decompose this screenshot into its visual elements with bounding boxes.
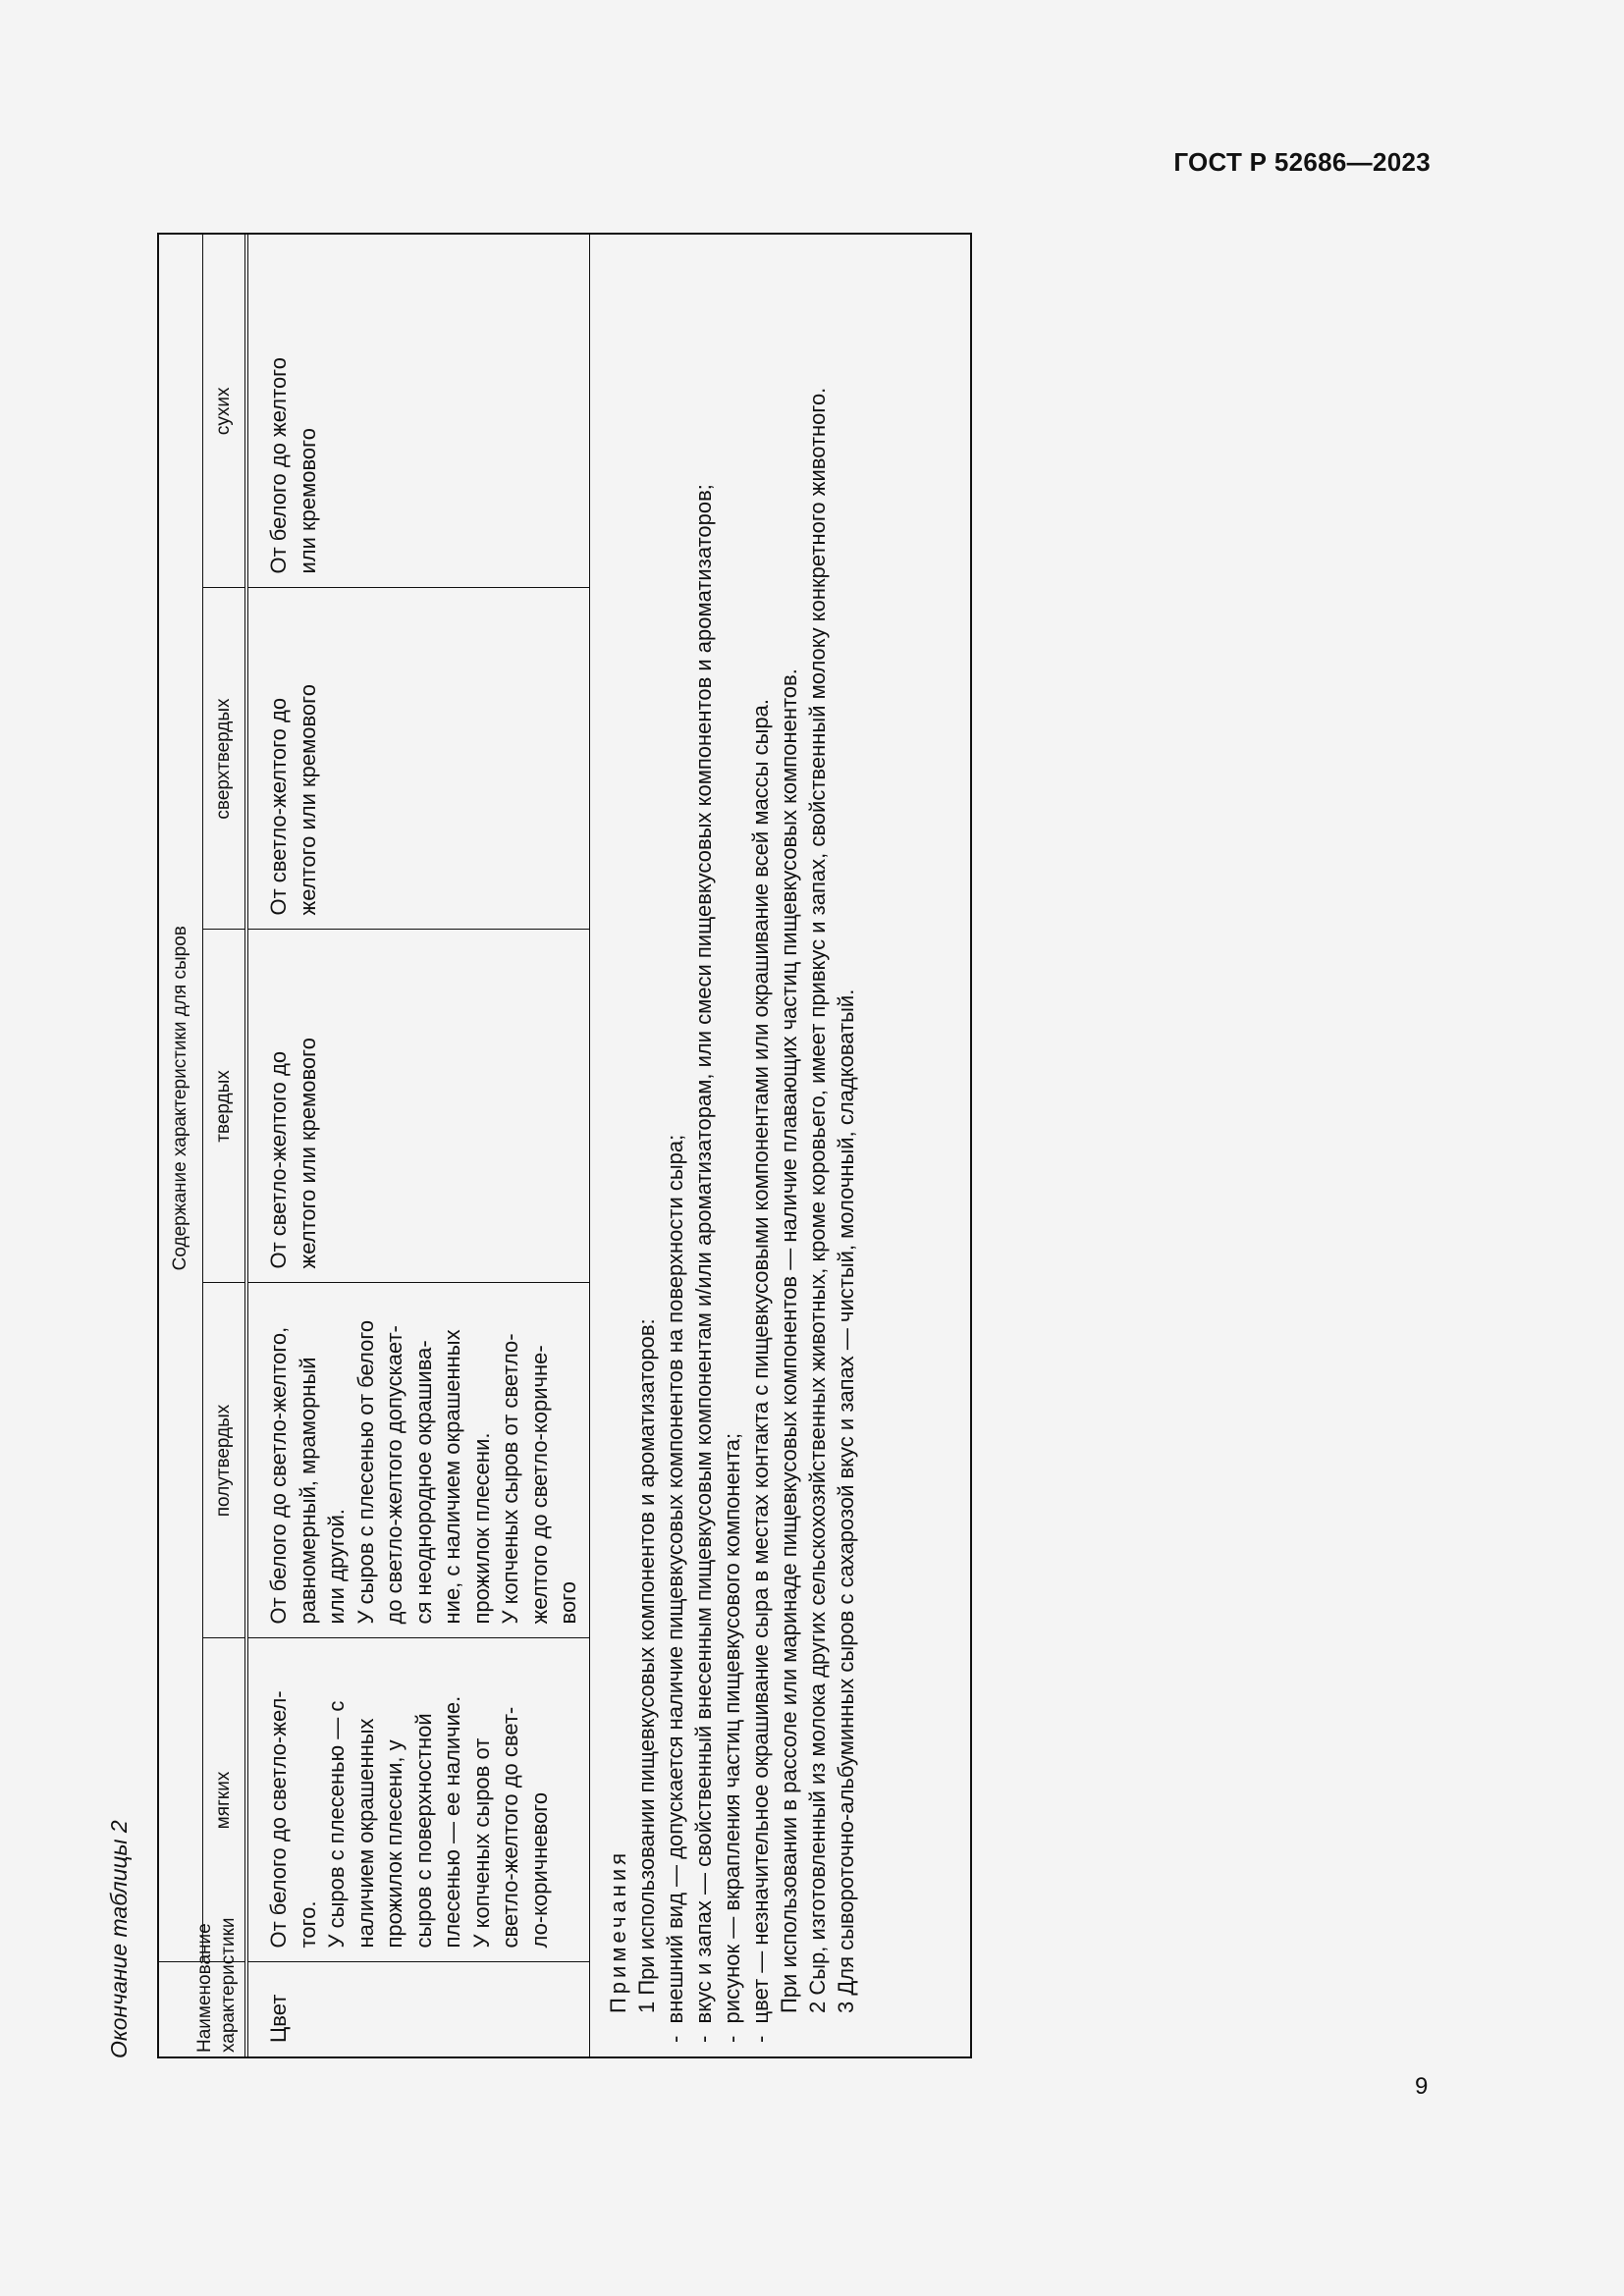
column-header-extra-hard: сверхтвердых: [203, 588, 247, 930]
notes-title: Примечания: [605, 1848, 630, 2013]
rotated-table-block: [106, 233, 978, 2058]
column-header-soft: мягких: [203, 1638, 247, 1962]
cell-soft-line-3: У сыров с плесенью — с: [324, 1700, 349, 1949]
note-2: [803, 246, 832, 2043]
cell-soft-line-9: светло-желтого до свет-: [498, 1706, 522, 1949]
cell-soft-line-1: От белого до светло-жел-: [266, 1690, 291, 1949]
cell-semi-hard-line-8: прожилок плесени.: [468, 1432, 494, 1625]
cell-soft-line-8: У копченых сыров от: [468, 1737, 494, 1949]
cell-semi-hard-line-1: От белого до светло-желтого,: [266, 1326, 291, 1625]
cell-semi-hard-line-5: до светло-желтого допускает-: [382, 1325, 406, 1625]
page-number: 9: [1415, 2073, 1429, 2100]
table-row: [246, 235, 589, 2056]
cell-soft-line-10: ло-коричневого: [526, 1791, 552, 1949]
cell-soft-line-7: плесенью — ее наличие.: [440, 1695, 464, 1949]
cell-extra-hard: [246, 588, 589, 930]
table-caption: Окончание таблицы 2: [106, 1820, 132, 2058]
cell-soft-line-2: того.: [295, 1900, 320, 1949]
note-1-item-appearance: - внешний вид — допускается наличие пищевкусовых компонентов на поверхности сыра;: [661, 246, 689, 2043]
cell-semi-hard-line-6: ся неоднородное окрашива-: [410, 1340, 436, 1625]
cell-semi-hard-line-2: равномерный, мраморный: [295, 1357, 320, 1625]
column-header-dry: сухих: [203, 235, 247, 588]
cell-soft-line-5: прожилок плесени, у: [382, 1739, 406, 1949]
column-header-semi-hard: полутвердых: [203, 1283, 247, 1638]
characteristics-table: [159, 235, 590, 2056]
note-1-intro: 1 При использовании пищевкусовых компонентов и ароматизаторов:: [633, 1318, 659, 2013]
cell-dry: [246, 235, 589, 588]
note-1-item-color: - цвет — незначительное окрашивание сыра в местах контакта с пищевкусовыми компонентами или окрашивание всей массы сыра.: [746, 246, 775, 2043]
cell-dry-line-1: От белого до желтого: [266, 357, 291, 574]
table-notes: [590, 235, 860, 2056]
cell-semi-hard-line-3: или другой.: [324, 1508, 349, 1625]
cell-semi-hard-line-9: У копченых сыров от светло-: [498, 1333, 522, 1625]
cell-soft: [246, 1638, 589, 1962]
note-2-text: 2 Сыр, изготовленный из молока других сельскохозяйственных животных, кроме коровьего, имеет привкус и запах, свойственный молоку конкретного животного.: [804, 387, 830, 2013]
cell-extra-hard-line-1: От светло-желтого до: [266, 697, 291, 916]
name-column-header: Наименование характеристики: [159, 1962, 246, 2056]
cell-semi-hard-line-11: вого: [556, 1581, 580, 1625]
characteristics-table-frame: [157, 233, 972, 2058]
note-1-item-pattern: - рисунок — вкрапления частиц пищевкусового компонента;: [718, 246, 746, 2043]
note-3: 3 Для сывороточно-альбуминных сыров с сахарозой вкус и запах — чистый, молочный, сладковатый.: [833, 988, 858, 2013]
cell-semi-hard-line-7: ние, с наличием окрашенных: [440, 1329, 464, 1625]
group-column-header: Содержание характеристики для сыров: [159, 235, 203, 1962]
cell-semi-hard-line-4: У сыров с плесенью от белого: [352, 1319, 378, 1625]
standard-designation: ГОСТ Р 52686—2023: [1173, 147, 1431, 177]
cell-hard: [246, 930, 589, 1283]
column-header-hard: твердых: [203, 930, 247, 1283]
cell-semi-hard-line-10: желтого до светло-коричне-: [526, 1345, 552, 1625]
cell-hard-line-1: От светло-желтого до: [266, 1050, 291, 1269]
cell-dry-line-2: или кремового: [295, 428, 320, 574]
cell-semi-hard: [246, 1283, 589, 1638]
note-1-extra: При использовании в рассоле или маринаде пищевкусовых компонентов — наличие плавающих частиц пищевкусовых компонентов.: [776, 668, 801, 2013]
cell-soft-line-6: сыров с поверхностной: [410, 1713, 436, 1949]
cell-extra-hard-line-2: желтого или кремового: [295, 684, 320, 916]
cell-hard-line-2: желтого или кремового: [295, 1038, 320, 1269]
cell-soft-line-4: наличием окрашенных: [352, 1718, 378, 1949]
row-name-color: Цвет: [246, 1962, 589, 2056]
note-1-item-taste: - вкус и запах — свойственный внесенным пищевкусовым компонентам и/или ароматизаторам, или смеси пищевкусовых компонентов и ароматизаторов;: [689, 246, 718, 2043]
